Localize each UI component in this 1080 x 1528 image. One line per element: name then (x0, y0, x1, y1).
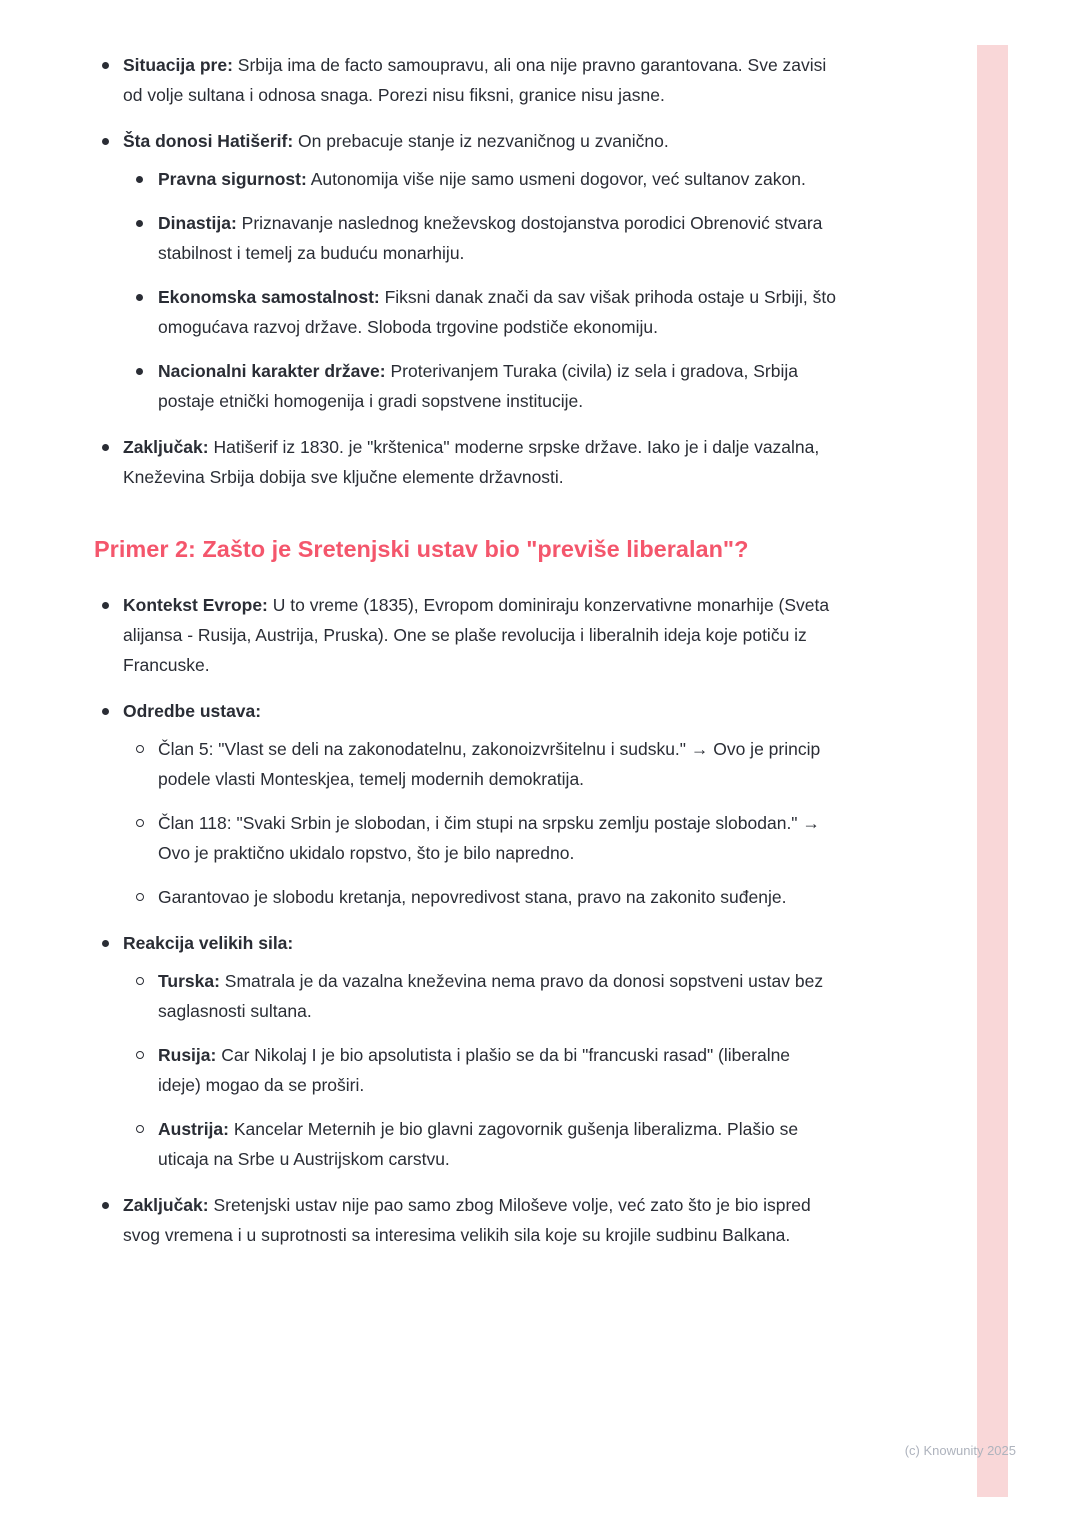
list-item-lead: Pravna sigurnost: (158, 169, 307, 189)
list-item-text: Dinastija: Priznavanje naslednog kneževskog dostojanstva porodici Obrenović stvara stabilnost i temelj za buduću monarhiju. (158, 213, 823, 263)
list-item-lead: Reakcija velikih sila: (123, 933, 294, 953)
list-item-lead: Zaključak: (123, 1195, 209, 1215)
list-item-text: Zaključak: Sretenjski ustav nije pao samo zbog Miloševe volje, već zato što je bio ispred svog vremena i u suprotnosti sa interesima velikih sila koje su krojile sudbinu Balkana. (123, 1195, 811, 1245)
list-item-text: Turska: Smatrala je da vazalna kneževina nema pravo da donosi sopstveni ustav bez saglasnosti sultana. (158, 971, 824, 1021)
copyright-watermark: (c) Knowunity 2025 (904, 1443, 1016, 1458)
list-item-text: Situacija pre: Srbija ima de facto samoupravu, ali ona nije pravno garantovana. Sve zavisi od volje sultana i odnosa snaga. Porezi nisu fiksni, granice nisu jasne. (123, 55, 827, 105)
list-item-text: Kontekst Evrope: U to vreme (1835), Evropom dominiraju konzervativne monarhije (Sveta alijansa - Rusija, Austrija, Pruska). One se plaše revolucija i liberalnih ideja koje potiču iz Francuske. (123, 595, 830, 675)
list-item (123, 1114, 836, 1174)
section-primer-2 (94, 534, 836, 1250)
bullet-list (123, 966, 836, 1174)
list-item-lead: Kontekst Evrope: (123, 595, 268, 615)
bullet-list (94, 50, 836, 492)
list-item-text: Član 118: "Svaki Srbin je slobodan, i čim stupi na srpsku zemlju postaje slobodan." → Ovo je praktično ukidalo ropstvo, što je bilo napredno. (158, 813, 820, 863)
notes-content (94, 50, 836, 1266)
list-item-lead: Turska: (158, 971, 220, 991)
bullet-list (94, 590, 836, 1250)
list-item (94, 1190, 836, 1250)
list-item (94, 928, 836, 1174)
list-item-lead: Austrija: (158, 1119, 229, 1139)
list-item (123, 282, 836, 342)
list-item-lead: Zaključak: (123, 437, 209, 457)
list-item-text: Austrija: Kancelar Meternih je bio glavni zagovornik gušenja liberalizma. Plašio se uticaja na Srbe u Austrijskom carstvu. (158, 1119, 799, 1169)
list-item-text: Član 5: "Vlast se deli na zakonodatelnu, zakonoizvršitelnu i sudsku." → Ovo je princip podele vlasti Monteskjea, temelj modernih demokratija. (158, 739, 821, 789)
list-item-text (123, 933, 293, 953)
list-item-text: Pravna sigurnost: Autonomija više nije samo usmeni dogovor, već sultanov zakon. (158, 169, 806, 189)
list-item-text: Zaključak: Hatišerif iz 1830. je "krštenica" moderne srpske države. Iako je i dalje vazalna, Kneževina Srbija dobija sve ključne elemente državnosti. (123, 437, 820, 487)
list-item-lead: Nacionalni karakter države: (158, 361, 386, 381)
list-item (94, 432, 836, 492)
list-item (123, 356, 836, 416)
section-hatiserif (94, 50, 836, 492)
list-item (123, 966, 836, 1026)
list-item (123, 808, 836, 868)
list-item-lead: Ekonomska samostalnost: (158, 287, 380, 307)
list-item-text: Ekonomska samostalnost: Fiksni danak znači da sav višak prihoda ostaje u Srbiji, što omogućava razvoj države. Sloboda trgovine podstiče ekonomiju. (158, 287, 836, 337)
list-item-text: Garantovao je slobodu kretanja, nepovredivost stana, pravo na zakonito suđenje. (158, 887, 787, 907)
list-item-text: Šta donosi Hatišerif: On prebacuje stanje iz nezvaničnog u zvanično. (123, 131, 669, 151)
list-item (123, 1040, 836, 1100)
list-item-text: Rusija: Car Nikolaj I je bio apsolutista i plašio se da bi "francuski rasad" (liberalne ideje) mogao da se proširi. (158, 1045, 791, 1095)
list-item-text: Nacionalni karakter države: Proterivanjem Turaka (civila) iz sela i gradova, Srbija postaje etnički homogenija i gradi sopstvene institucije. (158, 361, 799, 411)
list-item-text (123, 701, 261, 721)
list-item-lead: Dinastija: (158, 213, 237, 233)
bullet-list (123, 734, 836, 912)
list-item-lead: Odredbe ustava: (123, 701, 262, 721)
list-item (94, 590, 836, 680)
list-item-lead: Šta donosi Hatišerif: (123, 131, 294, 151)
list-item (123, 734, 836, 794)
list-item (94, 50, 836, 110)
section-heading: Primer 2: Zašto je Sretenjski ustav bio "previše liberalan"? (94, 536, 749, 562)
right-accent-stripe (977, 45, 1008, 1497)
bullet-list-hatiserif (94, 50, 836, 492)
bullet-list (123, 164, 836, 416)
list-item (123, 208, 836, 268)
list-item (123, 164, 836, 194)
list-item (94, 696, 836, 912)
list-item-lead: Situacija pre: (123, 55, 233, 75)
list-item (94, 126, 836, 416)
bullet-list-primer-2 (94, 590, 836, 1250)
list-item (123, 882, 836, 912)
list-item-lead: Rusija: (158, 1045, 217, 1065)
